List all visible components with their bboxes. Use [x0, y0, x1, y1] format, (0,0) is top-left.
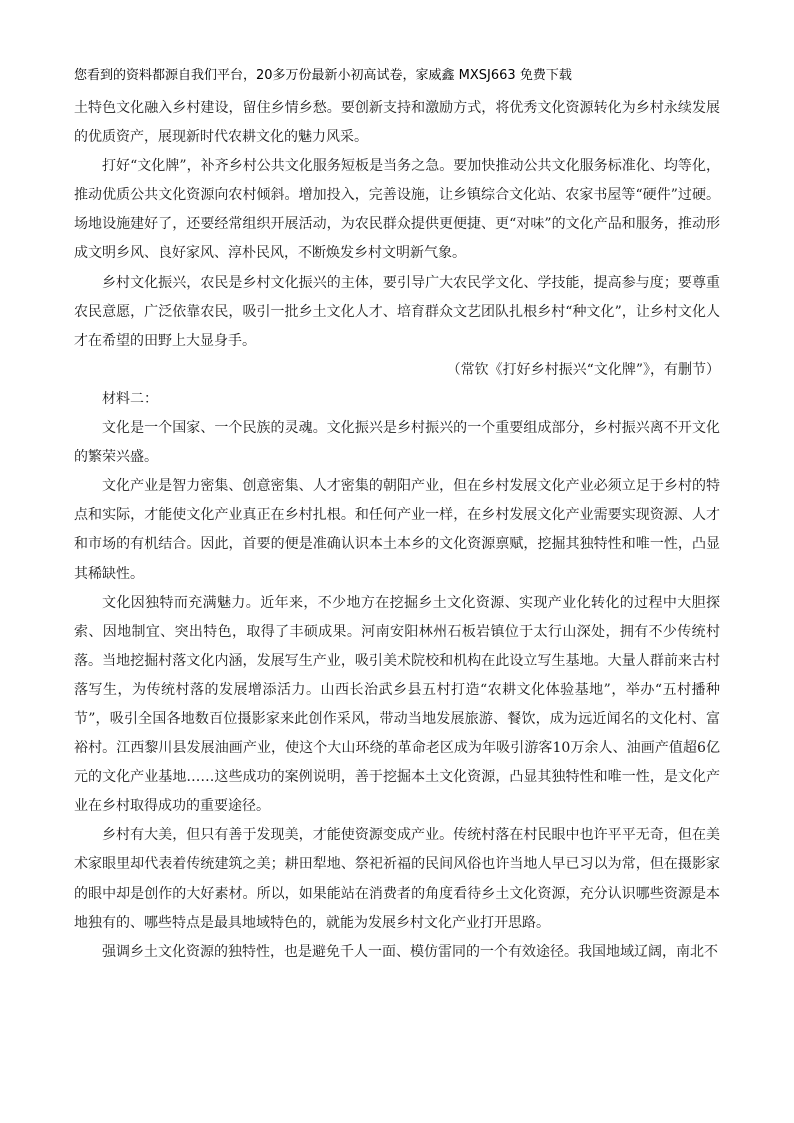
- paragraph: 文化因独特而充满魅力。近年来，不少地方在挖掘乡土文化资源、实现产业化转化的过程中大胆探索、因地制宜、突出特色，取得了丰硕成果。河南安阳林州石板岩镇位于太行山深处，拥有不少传统村落。当地挖掘村落文化内涵，发展写生产业，吸引美术院校和机构在此设立写生基地。大量人群前来古村落写生，为传统村落的发展增添活力。山西长治武乡县五村打造“农耕文化体验基地”，举办“五村播种节”，吸引全国各地数百位摄影家来此创作采风，带动当地发展旅游、餐饮，成为远近闻名的文化村、富裕村。江西黎川县发展油画产业，使这个大山环绕的革命老区成为年吸引游客10万余人、油画产值超6亿元的文化产业基地……这些成功的案例说明，善于挖掘本土文化资源，凸显其独特性和唯一性，是文化产业在乡村取得成功的重要途径。: [74, 594, 720, 815]
- paragraph: 强调乡土文化资源的独特性，也是避免千人一面、模仿雷同的一个有效途径。我国地域辽阔，南北不: [102, 943, 718, 960]
- paragraph-continued: 土特色文化融入乡村建设，留住乡情乡愁。要创新支持和激励方式，将优秀文化资源转化为乡村永续发展的优质资产，展现新时代农耕文化的魅力风采。: [74, 100, 720, 146]
- paragraph: 文化是一个国家、一个民族的灵魂。文化振兴是乡村振兴的一个重要组成部分，乡村振兴离不开文化的繁荣兴盛。: [74, 420, 720, 466]
- paragraph: 乡村文化振兴，农民是乡村文化振兴的主体，要引导广大农民学文化、学技能，提高参与度；要尊重农民意愿，广泛依靠农民，吸引一批乡土文化人才、培育群众文艺团队扎根乡村“种文化”，让乡村文化人才在希望的田野上大显身手。: [74, 274, 720, 349]
- paragraph: 文化产业是智力密集、创意密集、人才密集的朝阳产业，但在乡村发展文化产业必须立足于乡村的特点和实际，才能使文化产业真正在乡村扎根。和任何产业一样，在乡村发展文化产业需要实现资源、人才和市场的有机结合。因此，首要的便是准确认识本土本乡的文化资源禀赋，挖掘其独特性和唯一性，凸显其稀缺性。: [74, 478, 720, 582]
- section-heading: 材料二：: [102, 390, 158, 407]
- paragraph: 打好“文化牌”，补齐乡村公共文化服务短板是当务之急。要加快推动公共文化服务标准化、均等化，推动优质公共文化资源向农村倾斜。增加投入，完善设施，让乡镇综合文化站、农家书屋等“硬件”过硬。场地设施建好了，还要经常组织开展活动，为农民群众提供更便捷、更“对味”的文化产品和服务，推动形成文明乡风、良好家风、淳朴民风，不断焕发乡村文明新气象。: [74, 158, 720, 262]
- paragraph: 乡村有大美，但只有善于发现美，才能使资源变成产业。传统村落在村民眼中也许平平无奇，但在美术家眼里却代表着传统建筑之美；耕田犁地、祭祀祈福的民间风俗也许当地人早已习以为常，但在摄影家的眼中却是创作的大好素材。所以，如果能站在消费者的角度看待乡土文化资源，充分认识哪些资源是本地独有的、哪些特点是最具地域特色的，就能为发展乡村文化产业打开思路。: [74, 827, 720, 931]
- watermark-banner: 您看到的资料都源自我们平台，20多万份最新小初高试卷，家威鑫 MXSJ663 免费下载: [74, 68, 572, 83]
- source-citation: （常钦《打好乡村振兴“文化牌”》，有删节）: [446, 361, 720, 378]
- article-body: [74, 94, 720, 967]
